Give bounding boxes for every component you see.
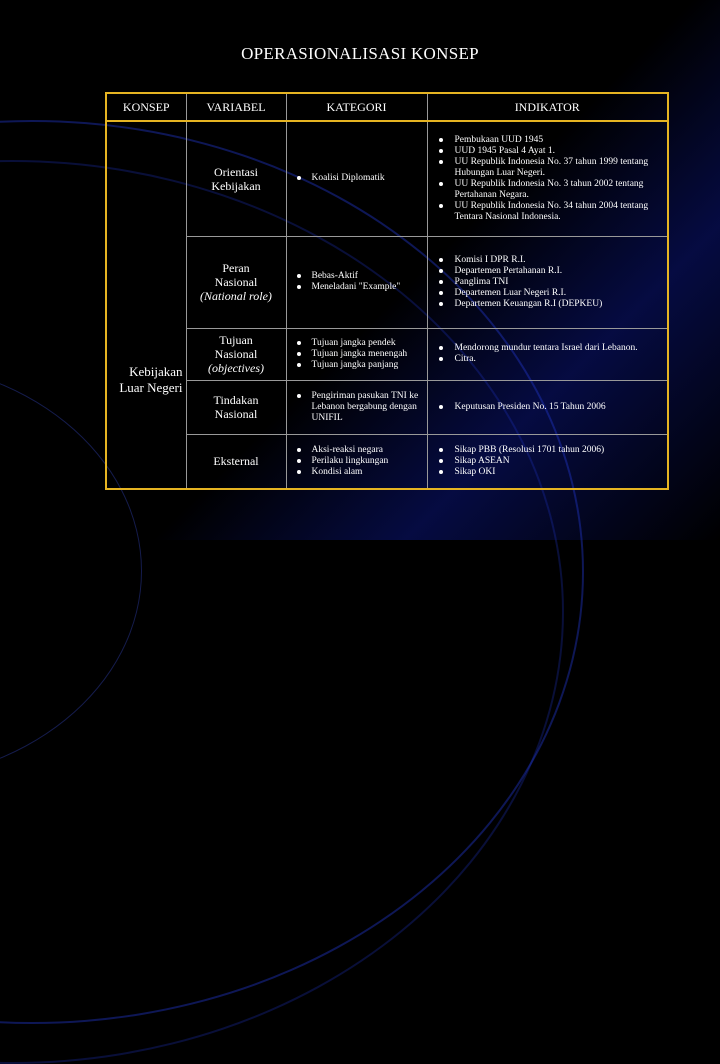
variabel-cell	[186, 380, 286, 434]
kategori-item: Perilaku lingkungan	[290, 456, 424, 467]
indikator-item: Keputusan Presiden No. 15 Tahun 2006	[431, 402, 665, 413]
variabel-label: Eksternal	[213, 454, 259, 469]
kategori-cell	[286, 328, 427, 380]
variabel-cell	[186, 434, 286, 489]
variabel-label: Orientasi	[214, 164, 258, 179]
table-row	[106, 121, 668, 236]
slide-title: OPERASIONALISASI KONSEP	[241, 44, 479, 63]
indikator-item: Citra.	[431, 354, 665, 365]
konsep-table	[105, 92, 669, 490]
kategori-item: Meneladani "Example"	[290, 282, 424, 293]
konsep-value: Kebijakan Luar Negeri	[119, 364, 183, 395]
variabel-label: Kebijakan	[211, 178, 261, 193]
indikator-item: UU Republik Indonesia No. 3 tahun 2002 tentang Pertahanan Negara.	[431, 179, 665, 201]
kategori-cell	[286, 380, 427, 434]
indikator-cell	[427, 380, 668, 434]
variabel-cell	[186, 328, 286, 380]
indikator-item: UUD 1945 Pasal 4 Ayat 1.	[431, 146, 665, 157]
indikator-item: Sikap OKI	[431, 467, 665, 478]
indikator-item: Sikap PBB (Resolusi 1701 tahun 2006)	[431, 445, 665, 456]
indikator-cell	[427, 328, 668, 380]
kategori-item: Pengiriman pasukan TNI ke Lebanon bergabung dengan UNIFIL	[290, 391, 424, 424]
variabel-label: Tindakan	[213, 393, 259, 407]
variabel-label: Peran	[222, 261, 250, 275]
header-konsep: KONSEP	[106, 93, 186, 121]
table-row	[106, 236, 668, 328]
table-header-row	[106, 93, 668, 121]
indikator-item: Sikap ASEAN	[431, 456, 665, 467]
indikator-item: Pembukaan UUD 1945	[431, 135, 665, 146]
indikator-list	[431, 135, 665, 223]
table-row	[106, 434, 668, 489]
kategori-list	[290, 338, 424, 371]
indikator-item: UU Republik Indonesia No. 37 tahun 1999 tentang Hubungan Luar Negeri.	[431, 157, 665, 179]
header-variabel: VARIABEL	[186, 93, 286, 121]
indikator-cell	[427, 434, 668, 489]
table-row	[106, 328, 668, 380]
header-indikator: INDIKATOR	[427, 93, 668, 121]
variabel-label: (objectives)	[208, 361, 264, 375]
header-kategori: KATEGORI	[286, 93, 427, 121]
indikator-list	[431, 402, 665, 413]
variabel-label: Nasional	[214, 347, 258, 361]
kategori-item: Aksi-reaksi negara	[290, 445, 424, 456]
indikator-item: UU Republik Indonesia No. 34 tahun 2004 tentang Tentara Nasional Indonesia.	[431, 201, 665, 223]
kategori-list	[290, 173, 424, 184]
indikator-item: Departemen Pertahanan R.I.	[431, 266, 665, 277]
variabel-cell	[186, 121, 286, 236]
indikator-item: Komisi I DPR R.I.	[431, 255, 665, 266]
variabel-label: Tujuan	[219, 333, 253, 347]
kategori-item: Tujuan jangka pendek	[290, 338, 424, 349]
indikator-list	[431, 445, 665, 478]
kategori-cell	[286, 434, 427, 489]
indikator-cell	[427, 236, 668, 328]
variabel-label: (National role)	[200, 289, 272, 303]
variabel-cell	[186, 236, 286, 328]
kategori-list	[290, 271, 424, 293]
indikator-list	[431, 255, 665, 310]
indikator-item: Departemen Keuangan R.I (DEPKEU)	[431, 299, 665, 310]
kategori-list	[290, 445, 424, 478]
konsep-cell	[106, 121, 186, 489]
kategori-cell	[286, 236, 427, 328]
variabel-label: Nasional	[214, 407, 258, 421]
indikator-item: Departemen Luar Negeri R.I.	[431, 288, 665, 299]
indikator-list	[431, 343, 665, 365]
kategori-item: Kondisi alam	[290, 467, 424, 478]
indikator-cell	[427, 121, 668, 236]
kategori-item: Tujuan jangka menengah	[290, 349, 424, 360]
kategori-cell	[286, 121, 427, 236]
indikator-item: Mendorong mundur tentara Israel dari Lebanon.	[431, 343, 665, 354]
kategori-item: Koalisi Diplomatik	[290, 173, 424, 184]
kategori-item: Bebas-Aktif	[290, 271, 424, 282]
indikator-item: Panglima TNI	[431, 277, 665, 288]
kategori-list	[290, 391, 424, 424]
kategori-item: Tujuan jangka panjang	[290, 360, 424, 371]
table-row	[106, 380, 668, 434]
variabel-label: Nasional	[214, 275, 258, 289]
